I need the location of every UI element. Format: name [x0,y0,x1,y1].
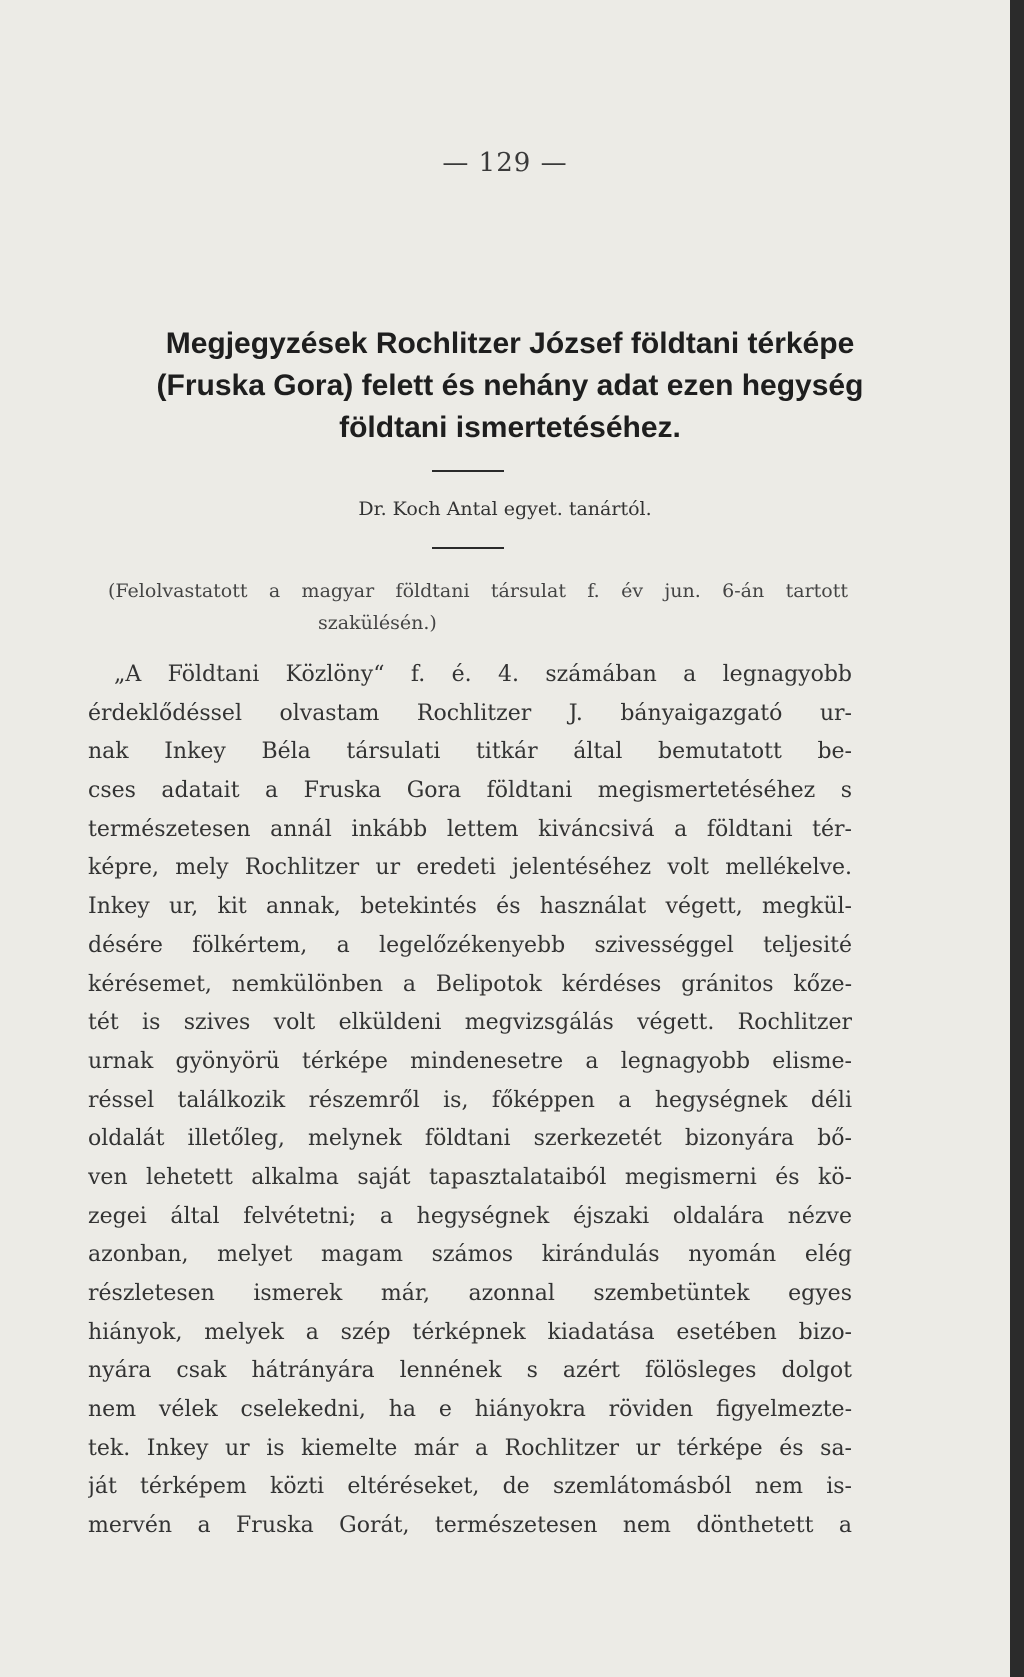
body-line: zegei által felvétetni; a hegységnek éjszaki oldalára nézve [88,1203,852,1229]
body-line: ven lehetett alkalma saját tapasztalataiból megismerni és kö- [88,1164,852,1190]
body-line: kérésemet, nemkülönben a Belipotok kérdéses gránitos kőze- [88,971,852,997]
body-line: hiányok, melyek a szép térképnek kiadatása esetében bizo- [88,1319,852,1345]
note-line: szakülésén.) [318,612,437,634]
article-title [70,323,950,449]
body-line: tek. Inkey ur is kiemelte már a Rochlitzer ur térképe és sa- [88,1435,852,1461]
author-line: Dr. Koch Antal egyet. tanártól. [358,498,652,520]
body-line: részletesen ismerek már, azonnal szembetüntek egyes [88,1281,852,1306]
body-line: természetesen annál inkább lettem kiváncsivá a földtani tér- [88,816,852,842]
body-line: nak Inkey Béla társulati titkár által bemutatott be- [88,739,852,765]
reading-note [108,575,848,639]
body-line: ját térképem közti eltéréseket, de szemlátomásból nem is- [88,1474,852,1500]
author-divider [432,547,504,549]
body-line: képre, mely Rochlitzer ur eredeti jelentéséhez volt mellékelve. [88,855,852,881]
title-line: Megjegyzések Rochlitzer József földtani térképe [165,327,855,360]
body-line: oldalát illetőleg, melynek földtani szerkezetét bizonyára bő- [88,1126,852,1152]
body-line: érdeklődéssel olvastam Rochlitzer J. bányaigazgató ur- [88,700,852,726]
body-line: nyára csak hátrányára lennének s azért fölösleges dolgot [88,1358,852,1384]
body-line: cses adatait a Fruska Gora földtani megismertetéséhez s [88,778,852,804]
body-line: réssel találkozik részemről is, főképpen a hegységnek déli [88,1087,852,1113]
body-line: azonban, melyet magam számos kirándulás nyomán elég [88,1242,852,1268]
body-line: urnak gyönyörü térképe mindenesetre a legnagyobb elisme- [88,1048,852,1074]
body-paragraph [88,656,852,1546]
title-line: (Fruska Gora) felett és nehány adat ezen hegység [156,369,864,402]
body-line: Inkey ur, kit annak, betekintés és használat végett, megkül- [88,894,852,920]
title-line: földtani ismertetéséhez. [339,411,681,444]
body-line: mervén a Fruska Gorát, természetesen nem dönthetett a [88,1513,852,1539]
body-line: „A Földtani Közlöny“ f. é. 4. számában a legnagyobb [114,662,852,687]
note-line: (Felolvastatott a magyar földtani társulat f. év jun. 6-án tartott [108,580,848,602]
body-line: désére fölkértem, a legelőzékenyebb szivességgel teljesité [88,932,852,958]
body-line: tét is szives volt elküldeni megvizsgálás végett. Rochlitzer [88,1010,852,1036]
title-divider [432,470,504,472]
page-number: — 129 — [442,148,568,178]
body-line: nem vélek cselekedni, ha e hiányokra röviden figyelmezte- [88,1397,852,1423]
